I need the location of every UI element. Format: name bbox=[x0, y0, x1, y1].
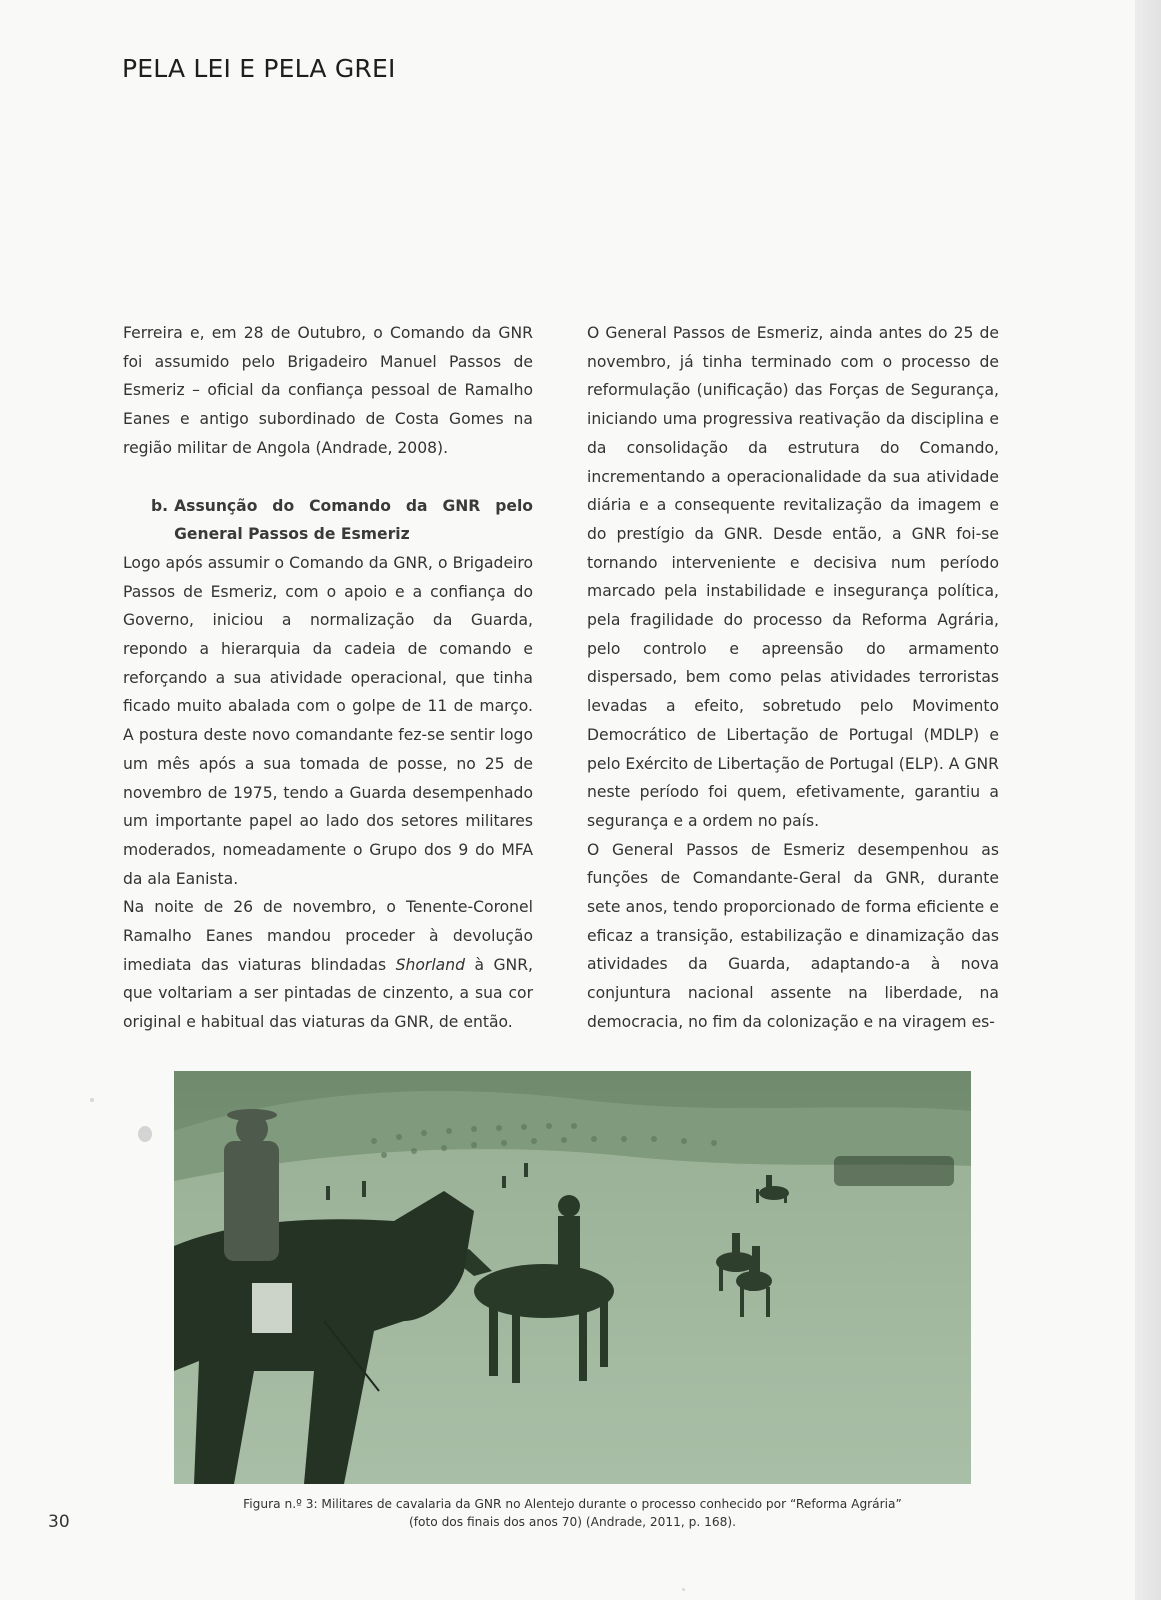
right-paragraph-2: O General Passos de Esmeriz desempenhou as funções de Comandante-Geral da GNR, durante sete anos, tendo proporcionado de forma eficiente e eficaz a transição, estabilização e dinamização das atividades da Guarda, adaptando-a à nova conjuntura nacional assente na liberdade, na democracia, no fim da colonização e na viragem es- bbox=[587, 840, 999, 1031]
left-paragraph-1: Ferreira e, em 28 de Outubro, o Comando da GNR foi assumido pelo Brigadeiro Manuel Passos de Esmeriz – oficial da confiança pessoal de Ramalho Eanes e antigo subordinado de Costa Gomes na região militar de Angola (Andrade, 2008). bbox=[123, 324, 533, 457]
scan-speck bbox=[90, 1098, 94, 1102]
section-title: Assunção do Comando da GNR pelo General Passos de Esmeriz bbox=[174, 496, 533, 544]
section-heading bbox=[123, 492, 533, 549]
running-header: PELA LEI E PELA GREI bbox=[122, 54, 396, 83]
section-letter: b. bbox=[151, 496, 169, 515]
caption-line-1: Figura n.º 3: Militares de cavalaria da GNR no Alentejo durante o processo conhecido por “Reforma Agrária” bbox=[243, 1497, 902, 1511]
right-paragraph-1: O General Passos de Esmeriz, ainda antes do 25 de novembro, já tinha terminado com o processo de reformulação (unificação) das Forças de Segurança, iniciando uma progressiva reativação da disciplina e da consolidação da estrutura do Comando, incrementando a operacionalidade da sua atividade diária e a consequente revitalização da imagem e do prestígio da GNR. Desde então, a GNR foi-se tornando interveniente e decisiva num período marcado pela instabilidade e insegurança política, pela fragilidade do processo da Reforma Agrária, pelo controlo e apreensão do armamento dispersado, bem como pelas atividades terroristas levadas a efeito, sobretudo pelo Movimento Democrático de Libertação de Portugal (MDLP) e pelo Exército de Libertação de Portugal (ELP). A GNR neste período foi quem, efetivamente, garantiu a segurança e a ordem no país. bbox=[587, 324, 999, 830]
left-paragraph-3-start: Na noite de 26 de novembro, o Tenente-Coronel Ramalho Eanes mandou proceder à devolução imediata das viaturas blindadas bbox=[123, 898, 533, 974]
left-paragraph-3 bbox=[123, 893, 533, 1037]
page-number: 30 bbox=[48, 1512, 70, 1532]
scan-page-edge bbox=[1135, 0, 1161, 1600]
shorland-term: Shorland bbox=[395, 955, 466, 974]
right-column bbox=[587, 319, 999, 1037]
left-paragraph-2: Logo após assumir o Comando da GNR, o Brigadeiro Passos de Esmeriz, com o apoio e a confiança do Governo, iniciou a normalização da Guarda, repondo a hierarquia da cadeia de comando e reforçando a sua atividade operacional, que tinha ficado muito abalada com o golpe de 11 de março. A postura deste novo comandante fez-se sentir logo um mês após a sua tomada de posse, no 25 de novembro de 1975, tendo a Guarda desempenhado um importante papel ao lado dos setores militares moderados, nomeadamente o Grupo dos 9 do MFA da ala Eanista. bbox=[123, 553, 533, 888]
scan-speck bbox=[682, 1588, 685, 1591]
left-column bbox=[123, 319, 533, 1037]
scan-speck bbox=[138, 1126, 152, 1142]
figure-caption bbox=[174, 1495, 971, 1531]
cavalry-photo-illustration bbox=[174, 1071, 971, 1484]
caption-line-2: (foto dos finais dos anos 70) (Andrade, 2011, p. 168). bbox=[408, 1515, 737, 1529]
left-paragraph-3-end: à GNR, que voltariam a ser pintadas de cinzento, a sua cor original e habitual das viaturas da GNR, de então. bbox=[123, 955, 533, 1032]
cavalry-photo bbox=[174, 1071, 971, 1484]
